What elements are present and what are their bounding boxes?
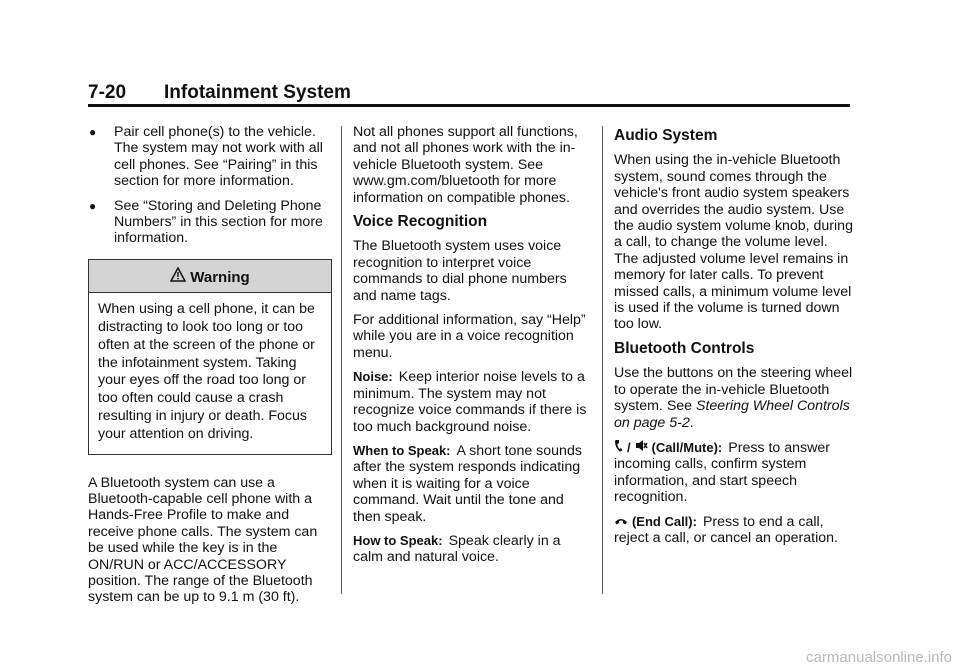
noise-label: Noise: — [353, 369, 393, 385]
bullet-icon: ● — [89, 198, 97, 213]
noise-text: Keep interior noise levels to a minimum. The system may not recognize voice commands if there is too much background noise. — [353, 369, 587, 435]
warning-title: Warning — [190, 268, 250, 286]
paragraph — [614, 365, 854, 431]
page-header — [88, 80, 850, 106]
warning-triangle-icon — [170, 267, 186, 286]
column-divider — [341, 126, 342, 594]
heading-voice-recognition: Voice Recognition — [353, 213, 488, 231]
column-3 — [614, 124, 854, 554]
bullet-icon: ● — [89, 125, 97, 139]
heading-audio-system: Audio System — [614, 127, 718, 144]
when-paragraph — [353, 443, 593, 525]
end-call-icon — [614, 514, 628, 530]
when-text: A short tone sounds after the system responds indicating when it is waiting for a voice command. Wait until the tone and then speak. — [353, 442, 582, 525]
end-text: Press to end a call, reject a call, or cancel an operation. — [614, 513, 838, 546]
end-paragraph — [614, 514, 854, 547]
call-paragraph — [614, 439, 854, 506]
bt-end: . — [689, 414, 694, 431]
paragraph: Not all phones support all functions, and not all phones work with the in-vehicle Bluetooth system. See www.gm.com/bluetooth for more information on compatible phones. — [353, 124, 578, 206]
call-text: Press to answer incoming calls, confirm system information, and start speech recognition. — [614, 439, 830, 506]
list-item — [88, 124, 332, 190]
paragraph: The Bluetooth system uses voice recognition to interpret voice commands to dial phone numbers and name tags. — [353, 238, 567, 304]
noise-paragraph — [353, 369, 593, 435]
warning-header — [89, 260, 331, 293]
steering-wheel-link[interactable]: Steering Wheel Controls on page 5-2 — [614, 398, 850, 431]
bullet-text: Pair cell phone(s) to the vehicle. The system may not work with all cell phones. See “Pairing” in this section for more information. — [114, 124, 323, 190]
mute-icon — [635, 439, 648, 456]
header-rule — [88, 104, 850, 107]
how-label: How to Speak: — [353, 532, 443, 548]
call-handset-icon — [614, 439, 623, 456]
heading-bluetooth-controls: Bluetooth Controls — [614, 339, 755, 357]
paragraph: A Bluetooth system can use a Bluetooth-capable cell phone with a Hands-Free Profile to make and receive phone calls. The system can be used while the key is in the ON/RUN or ACC/ACCESSORY position. The range of the Bluetooth system can be up to 9.1 m (30 ft). — [88, 474, 318, 606]
when-label: When to Speak: — [353, 442, 451, 458]
column-2 — [353, 124, 593, 574]
paragraph: When using the in-vehicle Bluetooth system, sound comes through the vehicle's front audio system speakers and overrides the audio system. Use the audio system volume knob, during a call, to change the volume level. The adjusted volume level remains in memory for later calls. To prevent missed calls, a minimum volume level is used if the volume is turned down too low. — [614, 152, 853, 333]
bullet-text: See “Storing and Deleting Phone Numbers” in this section for more information. — [114, 197, 323, 247]
how-text: Speak clearly in a calm and natural voice. — [353, 532, 561, 566]
end-label: (End Call): — [631, 513, 697, 529]
warning-text: When using a cell phone, it can be distracting to look too long or too often at the screen of the phone or the infotainment system. Taking your eyes off the road too long or too often could cause a crash resulting in injury or death. Focus your attention on driving. — [98, 301, 315, 442]
watermark: carmanualsonline.info — [806, 649, 952, 666]
warning-box — [88, 259, 332, 455]
call-label: (Call/Mute): — [651, 439, 723, 455]
paragraph: For additional information, say “Help” while you are in a voice recognition menu. — [353, 312, 586, 361]
column-1 — [88, 124, 332, 614]
call-separator: / — [626, 439, 631, 455]
section-title: Infotainment System — [164, 82, 351, 103]
how-paragraph — [353, 533, 593, 566]
list-item — [88, 198, 332, 247]
page-number: 7-20 — [88, 82, 127, 103]
column-divider — [602, 126, 603, 594]
bt-text: Use the buttons on the steering wheel to operate the in-vehicle Bluetooth system. See — [614, 365, 853, 415]
